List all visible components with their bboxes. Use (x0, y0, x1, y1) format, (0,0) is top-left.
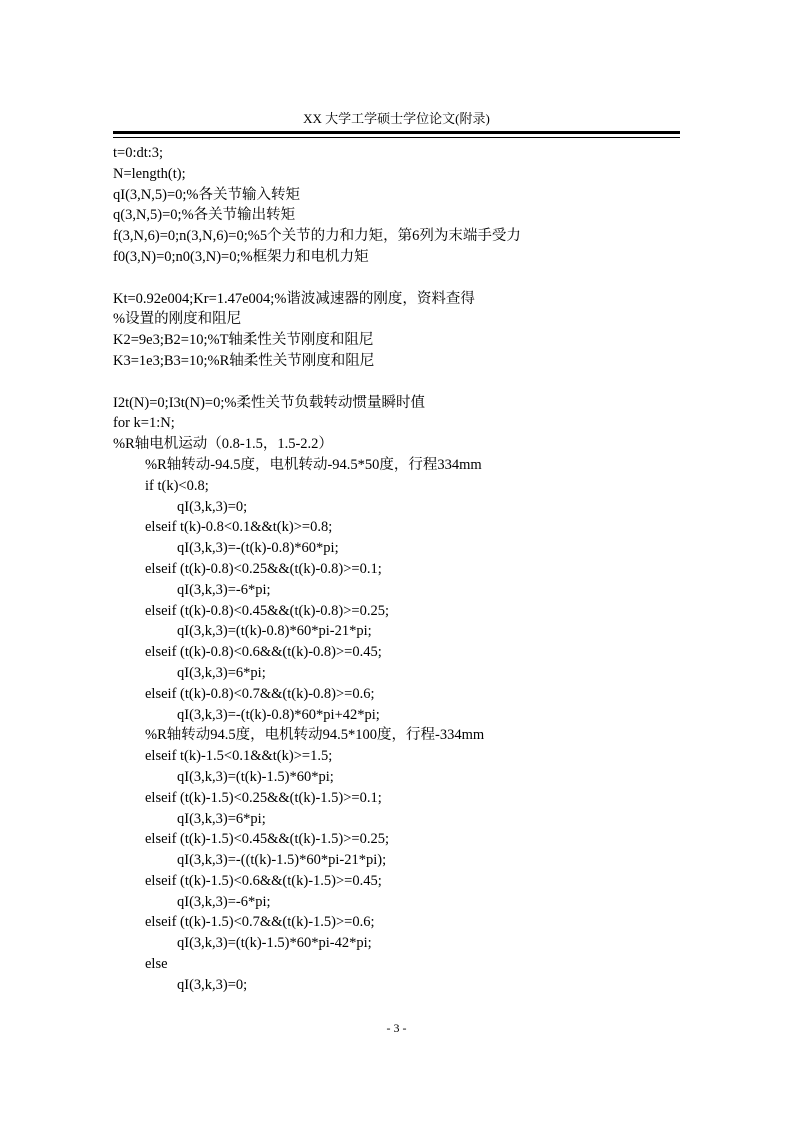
code-line: elseif (t(k)-0.8)<0.7&&(t(k)-0.8)>=0.6; (145, 685, 375, 702)
code-line: f0(3,N)=0;n0(3,N)=0;%框架力和电机力矩 (113, 248, 369, 265)
code-line: qI(3,k,3)=6*pi; (177, 664, 266, 681)
code-line: qI(3,k,3)=-6*pi; (177, 581, 271, 598)
code-line: I2t(N)=0;I3t(N)=0;%柔性关节负载转动惯量瞬时值 (113, 394, 425, 411)
code-line: elseif (t(k)-1.5)<0.7&&(t(k)-1.5)>=0.6; (145, 914, 375, 931)
code-line: Kt=0.92e004;Kr=1.47e004;%谐波减速器的刚度，资料查得 (113, 290, 475, 307)
blank-line (113, 268, 693, 289)
blank-line (113, 372, 693, 393)
code-line: qI(3,k,3)=(t(k)-1.5)*60*pi; (177, 768, 334, 785)
code-line: for k=1:N; (113, 415, 175, 432)
code-listing (113, 143, 693, 996)
code-line: qI(3,N,5)=0;%各关节输入转矩 (113, 186, 300, 203)
code-line: qI(3,k,3)=6*pi; (177, 810, 266, 827)
header-rule-thick (113, 131, 680, 134)
code-line: N=length(t); (113, 165, 186, 182)
code-line: K2=9e3;B2=10;%T轴柔性关节刚度和阻尼 (113, 332, 374, 349)
code-line: %设置的刚度和阻尼 (113, 311, 242, 328)
code-line: t=0:dt:3; (113, 145, 164, 161)
code-line: qI(3,k,3)=-6*pi; (177, 893, 271, 910)
header-rule-thin (113, 137, 680, 138)
code-line: %R轴转动-94.5度，电机转动-94.5*50度，行程334mm (145, 456, 482, 473)
code-line: elseif (t(k)-0.8)<0.45&&(t(k)-0.8)>=0.25; (145, 602, 389, 619)
page-number: - 3 - (386, 1021, 407, 1035)
code-line: qI(3,k,3)=-(t(k)-0.8)*60*pi+42*pi; (177, 706, 380, 723)
code-line: elseif t(k)-0.8<0.1&&t(k)>=0.8; (145, 519, 333, 536)
code-line: elseif (t(k)-1.5)<0.6&&(t(k)-1.5)>=0.45; (145, 872, 382, 889)
code-line: qI(3,k,3)=0; (177, 498, 248, 515)
code-line: elseif (t(k)-1.5)<0.45&&(t(k)-1.5)>=0.25; (145, 831, 389, 848)
code-line: elseif (t(k)-0.8)<0.25&&(t(k)-0.8)>=0.1; (145, 560, 382, 577)
code-line: elseif (t(k)-1.5)<0.25&&(t(k)-1.5)>=0.1; (145, 789, 382, 806)
code-line: qI(3,k,3)=-(t(k)-0.8)*60*pi; (177, 540, 339, 557)
page-header-title: XX 大学工学硕士学位论文(附录) (303, 111, 490, 126)
code-line: f(3,N,6)=0;n(3,N,6)=0;%5个关节的力和力矩，第6列为末端手受力 (113, 228, 521, 245)
code-line: %R轴转动94.5度，电机转动94.5*100度，行程-334mm (145, 727, 485, 744)
code-line: K3=1e3;B3=10;%R轴柔性关节刚度和阻尼 (113, 352, 375, 369)
code-line: qI(3,k,3)=(t(k)-1.5)*60*pi-42*pi; (177, 935, 372, 952)
code-line: qI(3,k,3)=(t(k)-0.8)*60*pi-21*pi; (177, 623, 372, 640)
code-line: elseif t(k)-1.5<0.1&&t(k)>=1.5; (145, 748, 333, 765)
code-line: qI(3,k,3)=-((t(k)-1.5)*60*pi-21*pi); (177, 852, 387, 869)
code-line: %R轴电机运动（0.8-1.5，1.5-2.2） (113, 436, 333, 453)
code-line: q(3,N,5)=0;%各关节输出转矩 (113, 207, 296, 224)
code-line: else (145, 956, 168, 973)
code-line: elseif (t(k)-0.8)<0.6&&(t(k)-0.8)>=0.45; (145, 644, 382, 661)
code-line: if t(k)<0.8; (145, 477, 209, 494)
code-line: qI(3,k,3)=0; (177, 976, 248, 993)
